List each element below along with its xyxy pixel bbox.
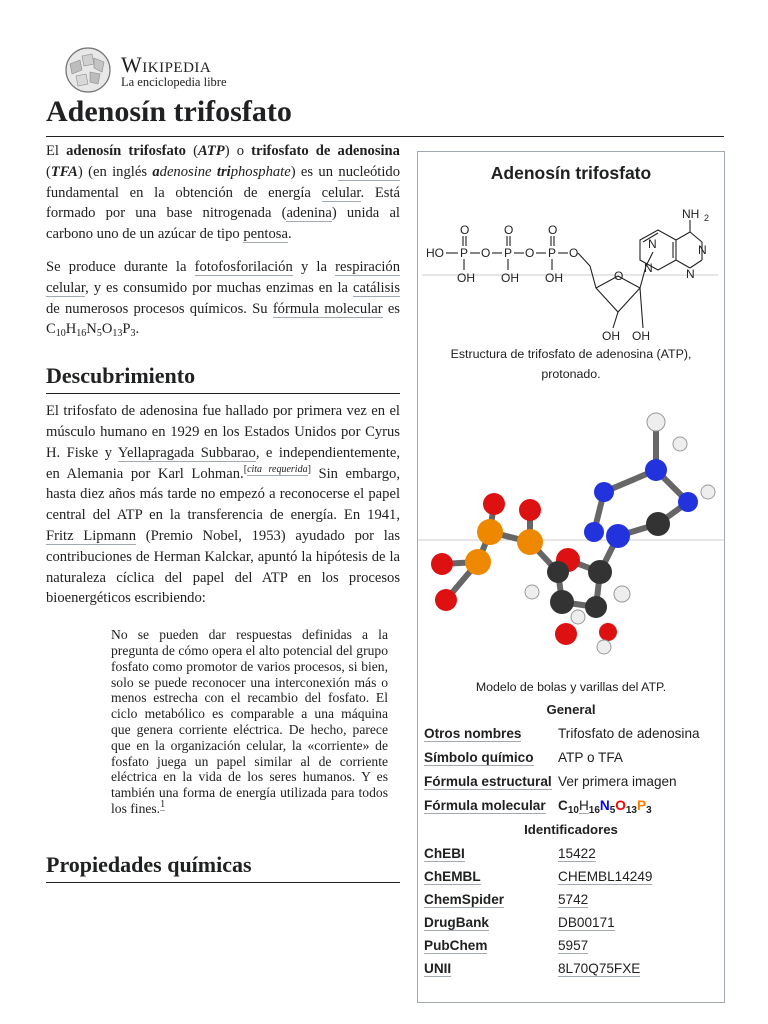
row-pubchem bbox=[424, 938, 718, 960]
svg-text:OH: OH bbox=[632, 329, 650, 343]
svg-text:O: O bbox=[504, 223, 514, 237]
infobox-title: Adenosín trifosfato bbox=[490, 163, 652, 183]
row-chebi bbox=[424, 846, 718, 868]
svg-text:O: O bbox=[548, 223, 558, 237]
article-body bbox=[46, 141, 400, 883]
svg-text:OH: OH bbox=[545, 271, 563, 285]
section-identificadores: Identificadores bbox=[524, 822, 618, 837]
link-respiracion-celular[interactable]: respiración celular bbox=[46, 258, 401, 296]
row-chemspider bbox=[424, 892, 718, 914]
svg-text:N: N bbox=[698, 243, 707, 257]
discovery-paragraph: El trifosfato de adenosina fue hallado por primera vez en el músculo humano en 1929 en los Estados Unidos por Cyrus H. Fiske y Yellapragada Subbarao, e independientemente, en Alemania por Karl Lohman.[cita requerida] Sin embargo, hasta diez años más tarde no empezó a reconocerse el papel central del ATP en la transferencia de energía. En 1941, Fritz Lipmann (Premio Nobel, 1953) ayudado por las contribuciones de Herman Kalckar, apuntó la hipótesis de la naturaleza cíclica del papel del ATP en los procesos bioenergéticos escribiendo: bbox=[46, 403, 401, 607]
svg-text:O: O bbox=[460, 223, 470, 237]
link-celular[interactable]: celular bbox=[321, 184, 361, 201]
model-caption: Modelo de bolas y varillas del ATP. bbox=[475, 680, 667, 694]
label-chemspider[interactable]: ChemSpider bbox=[424, 892, 505, 907]
svg-text:O: O bbox=[614, 269, 624, 283]
structure-caption: Estructura de trifosfato de adenosina (ATP), protonado. bbox=[450, 347, 692, 381]
label-otros-nombres[interactable]: Otros nombres bbox=[424, 726, 522, 741]
link-yellapragada-subbarao[interactable]: Yellapragada Subbarao bbox=[117, 444, 256, 461]
site-header bbox=[64, 46, 364, 96]
label-unii[interactable]: UNII bbox=[424, 961, 452, 976]
link-fotofosforilacion[interactable]: fotofosforilación bbox=[194, 258, 293, 275]
infobox bbox=[417, 151, 725, 1003]
link-formula-molecular[interactable]: fórmula molecular bbox=[272, 300, 383, 317]
link-nucleotido[interactable]: nucleótido bbox=[338, 163, 400, 180]
tagline: La enciclopedia libre bbox=[121, 75, 227, 89]
row-formula-molecular bbox=[424, 798, 718, 820]
blockquote: No se pueden dar respuestas definidas a la pregunta de cómo opera el alto potencial del grupo fosfato como promotor de varios procesos, si bien, solo se puede reconocer una interconexión más o menos estrecha con el recambio del fosfato. El ciclo metabólico es comparable a una máquina que genera corriente eléctrica. De hecho, parece que en la organización celular, la «corriente» de fosfato juega un papel similar al de corriente eléctrica en la vida de los seres humanos. Y es también una forma de energía utilizada para todos los fines.$^1$ bbox=[111, 627, 388, 816]
value-formula-molecular: $C_{10}H_{16}N_5O_{13}P_3$ bbox=[558, 798, 652, 816]
row-simbolo-quimico bbox=[424, 750, 718, 772]
label-chembl[interactable]: ChEMBL bbox=[424, 869, 481, 884]
label-formula-molecular[interactable]: Fórmula molecular bbox=[424, 798, 546, 813]
label-chebi[interactable]: ChEBI bbox=[424, 846, 465, 861]
intro-paragraph: El adenosín trifosfato (ATP) o trifosfato de adenosina (TFA) (en inglés adenosine triphosphate) es un nucleótido fundamental en la obtención de energía celular. Está formado por una base nitrogenada (adenina) unida al carbono uno de un azúcar de tipo pentosa. bbox=[46, 143, 400, 243]
label-formula-estructural[interactable]: Fórmula estructural bbox=[424, 774, 552, 789]
svg-text:N: N bbox=[644, 261, 653, 275]
title-underline bbox=[46, 136, 724, 137]
value-chembl[interactable]: CHEMBL14249 bbox=[558, 869, 653, 884]
wordmark[interactable]: Wikipedia bbox=[121, 52, 212, 77]
svg-text:2: 2 bbox=[704, 213, 710, 223]
link-catalisis[interactable]: catálisis bbox=[352, 279, 400, 296]
production-paragraph: Se produce durante la fotofosforilación y la respiración celular, y es consumido por muchas enzimas en la catálisis de numerosos procesos químicos. Su fórmula molecular es $C_{10}H_{16}N_5O_{13}P_3$. bbox=[46, 258, 401, 340]
value-chemspider[interactable]: 5742 bbox=[558, 892, 589, 907]
svg-text:P: P bbox=[504, 246, 513, 260]
svg-text:N: N bbox=[686, 267, 695, 281]
svg-text:OH: OH bbox=[501, 271, 519, 285]
svg-text:P: P bbox=[460, 246, 469, 260]
label-drugbank[interactable]: DrugBank bbox=[424, 915, 489, 930]
label-simbolo-quimico[interactable]: Símbolo químico bbox=[424, 750, 534, 765]
value-chebi[interactable]: 15422 bbox=[558, 846, 596, 861]
atp-structural-formula[interactable] bbox=[418, 192, 724, 352]
row-chembl bbox=[424, 869, 718, 891]
reference-1[interactable]: 1 bbox=[160, 799, 166, 811]
citation-needed[interactable]: [cita requerida] bbox=[243, 463, 311, 475]
link-adenina[interactable]: adenina bbox=[286, 205, 332, 222]
value-pubchem[interactable]: 5957 bbox=[558, 938, 589, 953]
section-heading-propiedades-quimicas: Propiedades químicas bbox=[46, 851, 400, 883]
svg-text:N: N bbox=[648, 237, 657, 251]
svg-text:OH: OH bbox=[602, 329, 620, 343]
value-simbolo-quimico: ATP o TFA bbox=[558, 750, 623, 765]
svg-text:O: O bbox=[481, 246, 491, 260]
value-formula-estructural: Ver primera imagen bbox=[558, 774, 677, 789]
section-general: General bbox=[546, 702, 596, 717]
section-heading-descubrimiento: Descubrimiento bbox=[46, 362, 400, 394]
value-unii[interactable]: 8L70Q75FXE bbox=[558, 961, 641, 976]
page-title: Adenosín trifosfato bbox=[46, 95, 292, 128]
row-unii bbox=[424, 961, 718, 983]
svg-text:NH: NH bbox=[682, 207, 700, 221]
label-pubchem[interactable]: PubChem bbox=[424, 938, 488, 953]
value-drugbank[interactable]: DB00171 bbox=[558, 915, 615, 930]
link-pentosa[interactable]: pentosa bbox=[243, 226, 288, 243]
value-otros-nombres: Trifosfato de adenosina bbox=[558, 726, 700, 741]
svg-text:P: P bbox=[548, 246, 557, 260]
formula-inline: $C_{10}H_{16}N_5O_{13}P_3$ bbox=[46, 321, 136, 340]
ball-and-stick-model[interactable] bbox=[418, 392, 724, 672]
row-drugbank bbox=[424, 915, 718, 937]
svg-text:O: O bbox=[569, 246, 579, 260]
wikipedia-globe-logo[interactable] bbox=[64, 46, 112, 94]
svg-text:HO: HO bbox=[426, 246, 444, 260]
row-otros-nombres bbox=[424, 726, 718, 748]
row-formula-estructural bbox=[424, 774, 718, 796]
svg-text:O: O bbox=[525, 246, 535, 260]
svg-text:OH: OH bbox=[457, 271, 475, 285]
link-fritz-lipmann[interactable]: Fritz Lipmann bbox=[46, 527, 137, 544]
